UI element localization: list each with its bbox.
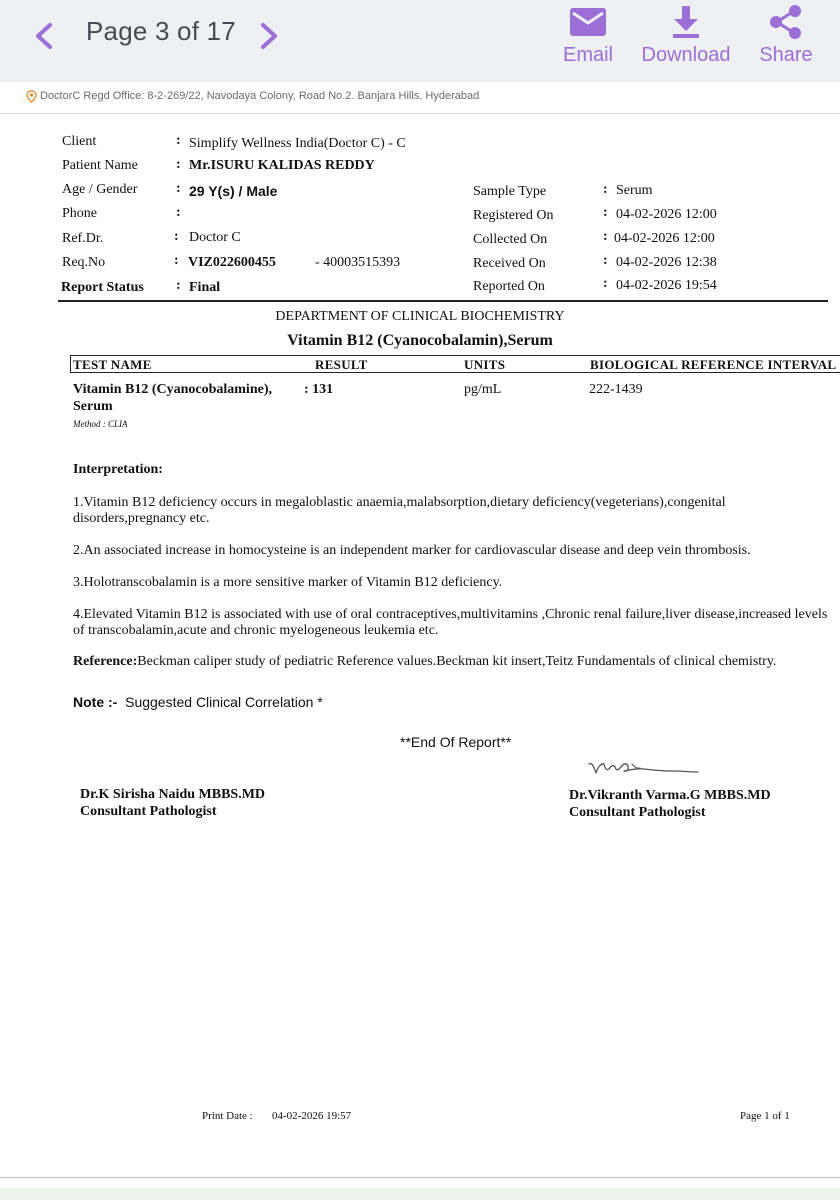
- age-gender-label: Age / Gender: [62, 182, 138, 197]
- colon: :: [176, 278, 181, 293]
- colon: :: [176, 181, 181, 196]
- chevron-right-icon: [250, 14, 290, 58]
- patient-name-label: Patient Name: [62, 158, 138, 173]
- collected-on-label: Collected On: [473, 232, 548, 247]
- next-page-button[interactable]: [250, 14, 290, 58]
- print-date-value: 04-02-2026 19:57: [272, 1110, 352, 1122]
- chevron-left-icon: [26, 14, 66, 58]
- sample-type-value: Serum: [616, 183, 653, 198]
- signatory-title: Consultant Pathologist: [80, 804, 217, 819]
- units-value: pg/mL: [464, 382, 502, 397]
- reported-on-label: Reported On: [473, 279, 545, 294]
- location-pin-icon: [26, 90, 37, 103]
- note-text: Suggested Clinical Correlation *: [125, 694, 323, 710]
- test-name-line1: Vitamin B12 (Cyanocobalamine),: [73, 382, 272, 397]
- received-on-label: Received On: [473, 256, 546, 271]
- signatory-left: [80, 786, 265, 820]
- email-label: Email: [562, 44, 613, 66]
- interpretation-point-1: 1.Vitamin B12 deficiency occurs in megaloblastic anaemia,malabsorption,dietary deficiency(vegeterians),congenital disorders,pregnancy etc.: [73, 495, 726, 526]
- patient-name-value: Mr.ISURU KALIDAS REDDY: [189, 158, 375, 173]
- colon: :: [176, 157, 181, 172]
- share-button[interactable]: [738, 4, 834, 76]
- colon: :: [174, 229, 179, 244]
- colon: :: [603, 182, 608, 197]
- share-icon: [766, 4, 806, 40]
- report-status-label: Report Status: [61, 280, 144, 295]
- reference-line: [73, 654, 839, 670]
- download-button[interactable]: [638, 4, 734, 76]
- column-header-reference-interval: BIOLOGICAL REFERENCE INTERVAL: [590, 357, 837, 372]
- page-bottom-divider: [0, 1177, 840, 1178]
- office-address-text: DoctorC Regd Office: 8-2-269/22, Navodaya Colony, Road No.2. Banjara Hills. Hyderabad: [40, 90, 480, 102]
- print-date-label: Print Date :: [202, 1110, 253, 1122]
- page-number: Page 1 of 1: [740, 1110, 790, 1122]
- age-gender-value: 29 Y(s) / Male: [189, 183, 278, 199]
- received-on-value: 04-02-2026 12:38: [616, 255, 717, 270]
- report-status-value: Final: [189, 280, 221, 295]
- reference-interval-value: 222-1439: [589, 382, 643, 397]
- ref-dr-value: Doctor C: [189, 230, 241, 245]
- registered-on-value: 04-02-2026 12:00: [616, 207, 717, 222]
- req-no-label: Req.No: [62, 255, 106, 270]
- test-name-line2: Serum: [73, 399, 113, 414]
- client-value: Simplify Wellness India(Doctor C) - C: [189, 136, 406, 151]
- office-address: [26, 86, 479, 106]
- colon: :: [603, 253, 608, 268]
- signature-image: [586, 758, 704, 780]
- test-title: Vitamin B12 (Cyanocobalamin),Serum: [287, 332, 553, 349]
- signatory-title: Consultant Pathologist: [569, 805, 706, 820]
- divider: [0, 113, 840, 114]
- note-line: [73, 694, 323, 710]
- next-page-preview: [0, 1188, 840, 1200]
- page-indicator: Page 3 of 17: [86, 16, 236, 46]
- result-value: : 131: [304, 382, 334, 397]
- phone-label: Phone: [62, 206, 97, 221]
- interpretation-point-3: 3.Holotranscobalamin is a more sensitive marker of Vitamin B12 deficiency.: [73, 575, 503, 590]
- share-label: Share: [759, 44, 813, 66]
- reported-on-value: 04-02-2026 19:54: [616, 278, 717, 293]
- colon: :: [174, 253, 179, 268]
- download-label: Download: [641, 44, 731, 66]
- req-no-extra: - 40003515393: [315, 255, 401, 270]
- signatory-name: Dr.Vikranth Varma.G MBBS.MD: [569, 788, 771, 803]
- email-button[interactable]: [540, 4, 636, 76]
- department-heading: DEPARTMENT OF CLINICAL BIOCHEMISTRY: [275, 309, 565, 324]
- colon: :: [603, 205, 608, 220]
- colon: :: [603, 276, 608, 291]
- colon: :: [176, 133, 181, 148]
- column-header-units: UNITS: [464, 357, 506, 372]
- column-header-result: RESULT: [315, 357, 368, 372]
- download-icon: [666, 4, 706, 40]
- previous-page-button[interactable]: [26, 14, 66, 58]
- colon: :: [176, 205, 181, 220]
- viewer-toolbar: [0, 0, 840, 82]
- test-method: Method : CLIA: [73, 419, 128, 429]
- reference-text: Beckman caliper study of pediatric Reference values.Beckman kit insert,Teitz Fundamentals of clinical chemistry.: [137, 654, 777, 669]
- column-header-test-name: TEST NAME: [73, 357, 152, 372]
- ref-dr-label: Ref.Dr.: [62, 231, 104, 246]
- sample-type-label: Sample Type: [473, 184, 547, 199]
- signatory-name: Dr.K Sirisha Naidu MBBS.MD: [80, 787, 266, 802]
- colon: :: [603, 229, 608, 244]
- header-divider: [58, 300, 828, 302]
- req-no-value: VIZ022600455: [188, 255, 276, 270]
- signatory-right: [569, 787, 771, 821]
- collected-on-value: 04-02-2026 12:00: [614, 231, 715, 246]
- end-of-report: **End Of Report**: [400, 734, 512, 750]
- registered-on-label: Registered On: [473, 208, 554, 223]
- client-label: Client: [62, 134, 97, 149]
- note-label: Note :-: [73, 694, 118, 710]
- reference-label: Reference:: [73, 654, 138, 669]
- interpretation-point-4: 4.Elevated Vitamin B12 is associated with use of oral contraceptives,multivitamins ,Chronic renal failure,liver disease,increased levels of transcobalamin,acute and chronic myelogeneous leukemia etc.: [73, 607, 828, 638]
- mail-icon: [568, 4, 608, 40]
- interpretation-heading: Interpretation:: [73, 462, 163, 477]
- interpretation-point-2: 2.An associated increase in homocysteine is an independent marker for cardiovascular disease and deep vein thrombosis.: [73, 543, 751, 558]
